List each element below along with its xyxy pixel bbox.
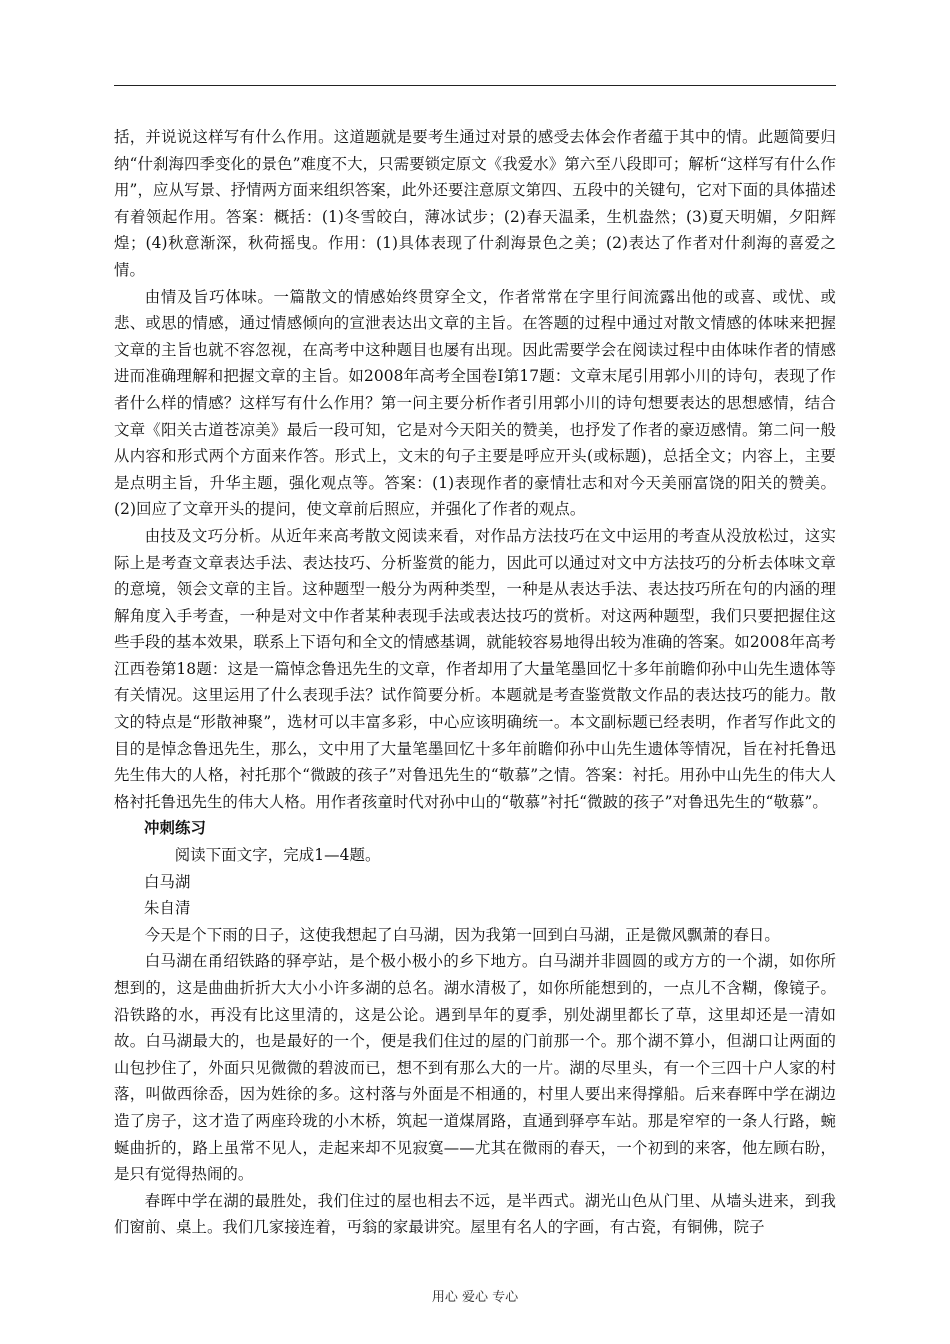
header-rule bbox=[114, 85, 836, 86]
essay-author: 朱自清 bbox=[144, 899, 191, 918]
exercise-instruction: 阅读下面文字，完成1—4题。 bbox=[174, 846, 381, 865]
paragraph-continued: 括，并说说这样写有什么作用。这道题就是要考生通过对景的感受去体会作者蕴于其中的情。此题简要归纳“什刹海四季变化的景色”难度不大，只需要锁定原文《我爱水》第六至八段即可；解析“这样写有什么作用”，应从写景、抒情两方面来组织答案，此外还要注意原文第四、五段中的关键句，它对下面的具体描述有着领起作用。答案：概括：(1)冬雪皎白，薄冰试步；(2)春天温柔，生机盎然；(3)夏天明媚，夕阳辉煌；(4)秋意渐深，秋荷摇曳。作用：(1)具体表现了什刹海景色之美；(2)表达了作者对什刹海的喜爱之情。 bbox=[114, 128, 836, 279]
page-footer: 用心 爱心 专心 bbox=[431, 1290, 519, 1305]
essay-paragraph-3: 春晖中学在湖的最胜处，我们住过的屋也相去不远，是半西式。湖光山色从门里、从墙头进来，到我们窗前、桌上。我们几家接连着，丏翁的家最讲究。屋里有名人的字画，有古瓷，有铜佛，院子 bbox=[114, 1191, 836, 1237]
essay-title: 白马湖 bbox=[144, 872, 191, 891]
body-text bbox=[114, 124, 836, 1241]
paragraph-emotion-theme: 由情及旨巧体味。一篇散文的情感始终贯穿全文，作者常常在字里行间流露出他的或喜、或忧、或悲、或思的情感，通过情感倾向的宣泄表达出文章的主旨。在答题的过程中通过对散文情感的体味来把握文章的主旨也就不容忽视，在高考中这种题目也屡有出现。因此需要学会在阅读过程中由体味作者的情感进而准确理解和把握文章的主旨。如2008年高考全国卷Ⅰ第17题：文章末尾引用郭小川的诗句，表现了作者什么样的情感？这样写有什么作用？第一问主要分析作者引用郭小川的诗句想要表达的思想感情，结合文章《阳关古道苍凉美》最后一段可知，它是对今天阳关的赞美，也抒发了作者的豪迈感情。第二问一般从内容和形式两个方面来作答。形式上，文末的句子主要是呼应开头(或标题)，总括全文；内容上，主要是点明主旨，升华主题，强化观点等。答案：(1)表现作者的豪情壮志和对今天美丽富饶的阳关的赞美。(2)回应了文章开头的提问，使文章前后照应，并强化了作者的观点。 bbox=[114, 287, 836, 519]
essay-paragraph-2: 白马湖在甬绍铁路的驿亭站，是个极小极小的乡下地方。白马湖并非圆圆的或方方的一个湖，如你所想到的，这是曲曲折折大大小小许多湖的总名。湖水清极了，如你所能想到的，一点儿不含糊，像镜子。沿铁路的水，再没有比这里清的，这是公论。遇到旱年的夏季，别处湖里都长了草，这里却还是一清如故。白马湖最大的，也是最好的一个，便是我们住过的屋的门前那一个。那个湖不算小，但湖口让两面的山包抄住了，外面只见微微的碧波而已，想不到有那么大的一片。湖的尽里头，有一个三四十户人家的村落，叫做西徐岙，因为姓徐的多。这村落与外面是不相通的，村里人要出来得撑船。后来春晖中学在湖边造了房子，这才造了两座玲珑的小木桥，筑起一道煤屑路，直通到驿亭车站。那是窄窄的一条人行路，蜿蜒曲折的，路上虽常不见人，走起来却不见寂寞——尤其在微雨的春天，一个初到的来客，他左顾右盼，是只有觉得热闹的。 bbox=[114, 952, 836, 1184]
paragraph-technique-analysis: 由技及文巧分析。从近年来高考散文阅读来看，对作品方法技巧在文中运用的考查从没放松过，这实际上是考查文章表达手法、表达技巧、分析鉴赏的能力，因此可以通过对文中方法技巧的分析去体味文章的意境，领会文章的主旨。这种题型一般分为两种类型，一种是从表达手法、表达技巧所在句的内涵的理解角度入手考查，一种是对文中作者某种表现手法或表达技巧的赏析。对这两种题型，我们只要把握住这些手段的基本效果，联系上下语句和全文的情感基调，就能较容易地得出较为准确的答案。如2008年高考江西卷第18题：这是一篇悼念鲁迅先生的文章，作者却用了大量笔墨回忆十多年前瞻仰孙中山先生遗体等有关情况。这里运用了什么表现手法？试作简要分析。本题就是考查鉴赏散文作品的表达技巧的能力。散文的特点是“形散神聚”，选材可以丰富多彩，中心应该明确统一。本文副标题已经表明，作者写作此文的目的是悼念鲁迅先生，那么，文中用了大量笔墨回忆十多年前瞻仰孙中山先生遗体等情况，旨在衬托鲁迅先生伟大的人格，衬托那个“微跛的孩子”对鲁迅先生的“敬慕”之情。答案：衬托。用孙中山先生的伟大人格衬托鲁迅先生的伟大人格。用作者孩童时代对孙中山的“敬慕”衬托“微跛的孩子”对鲁迅先生的“敬慕”。 bbox=[114, 526, 836, 811]
section-heading: 冲刺练习 bbox=[144, 819, 206, 838]
essay-paragraph-1: 今天是个下雨的日子，这使我想起了白马湖，因为我第一回到白马湖，正是微风飘萧的春日。 bbox=[144, 925, 780, 944]
